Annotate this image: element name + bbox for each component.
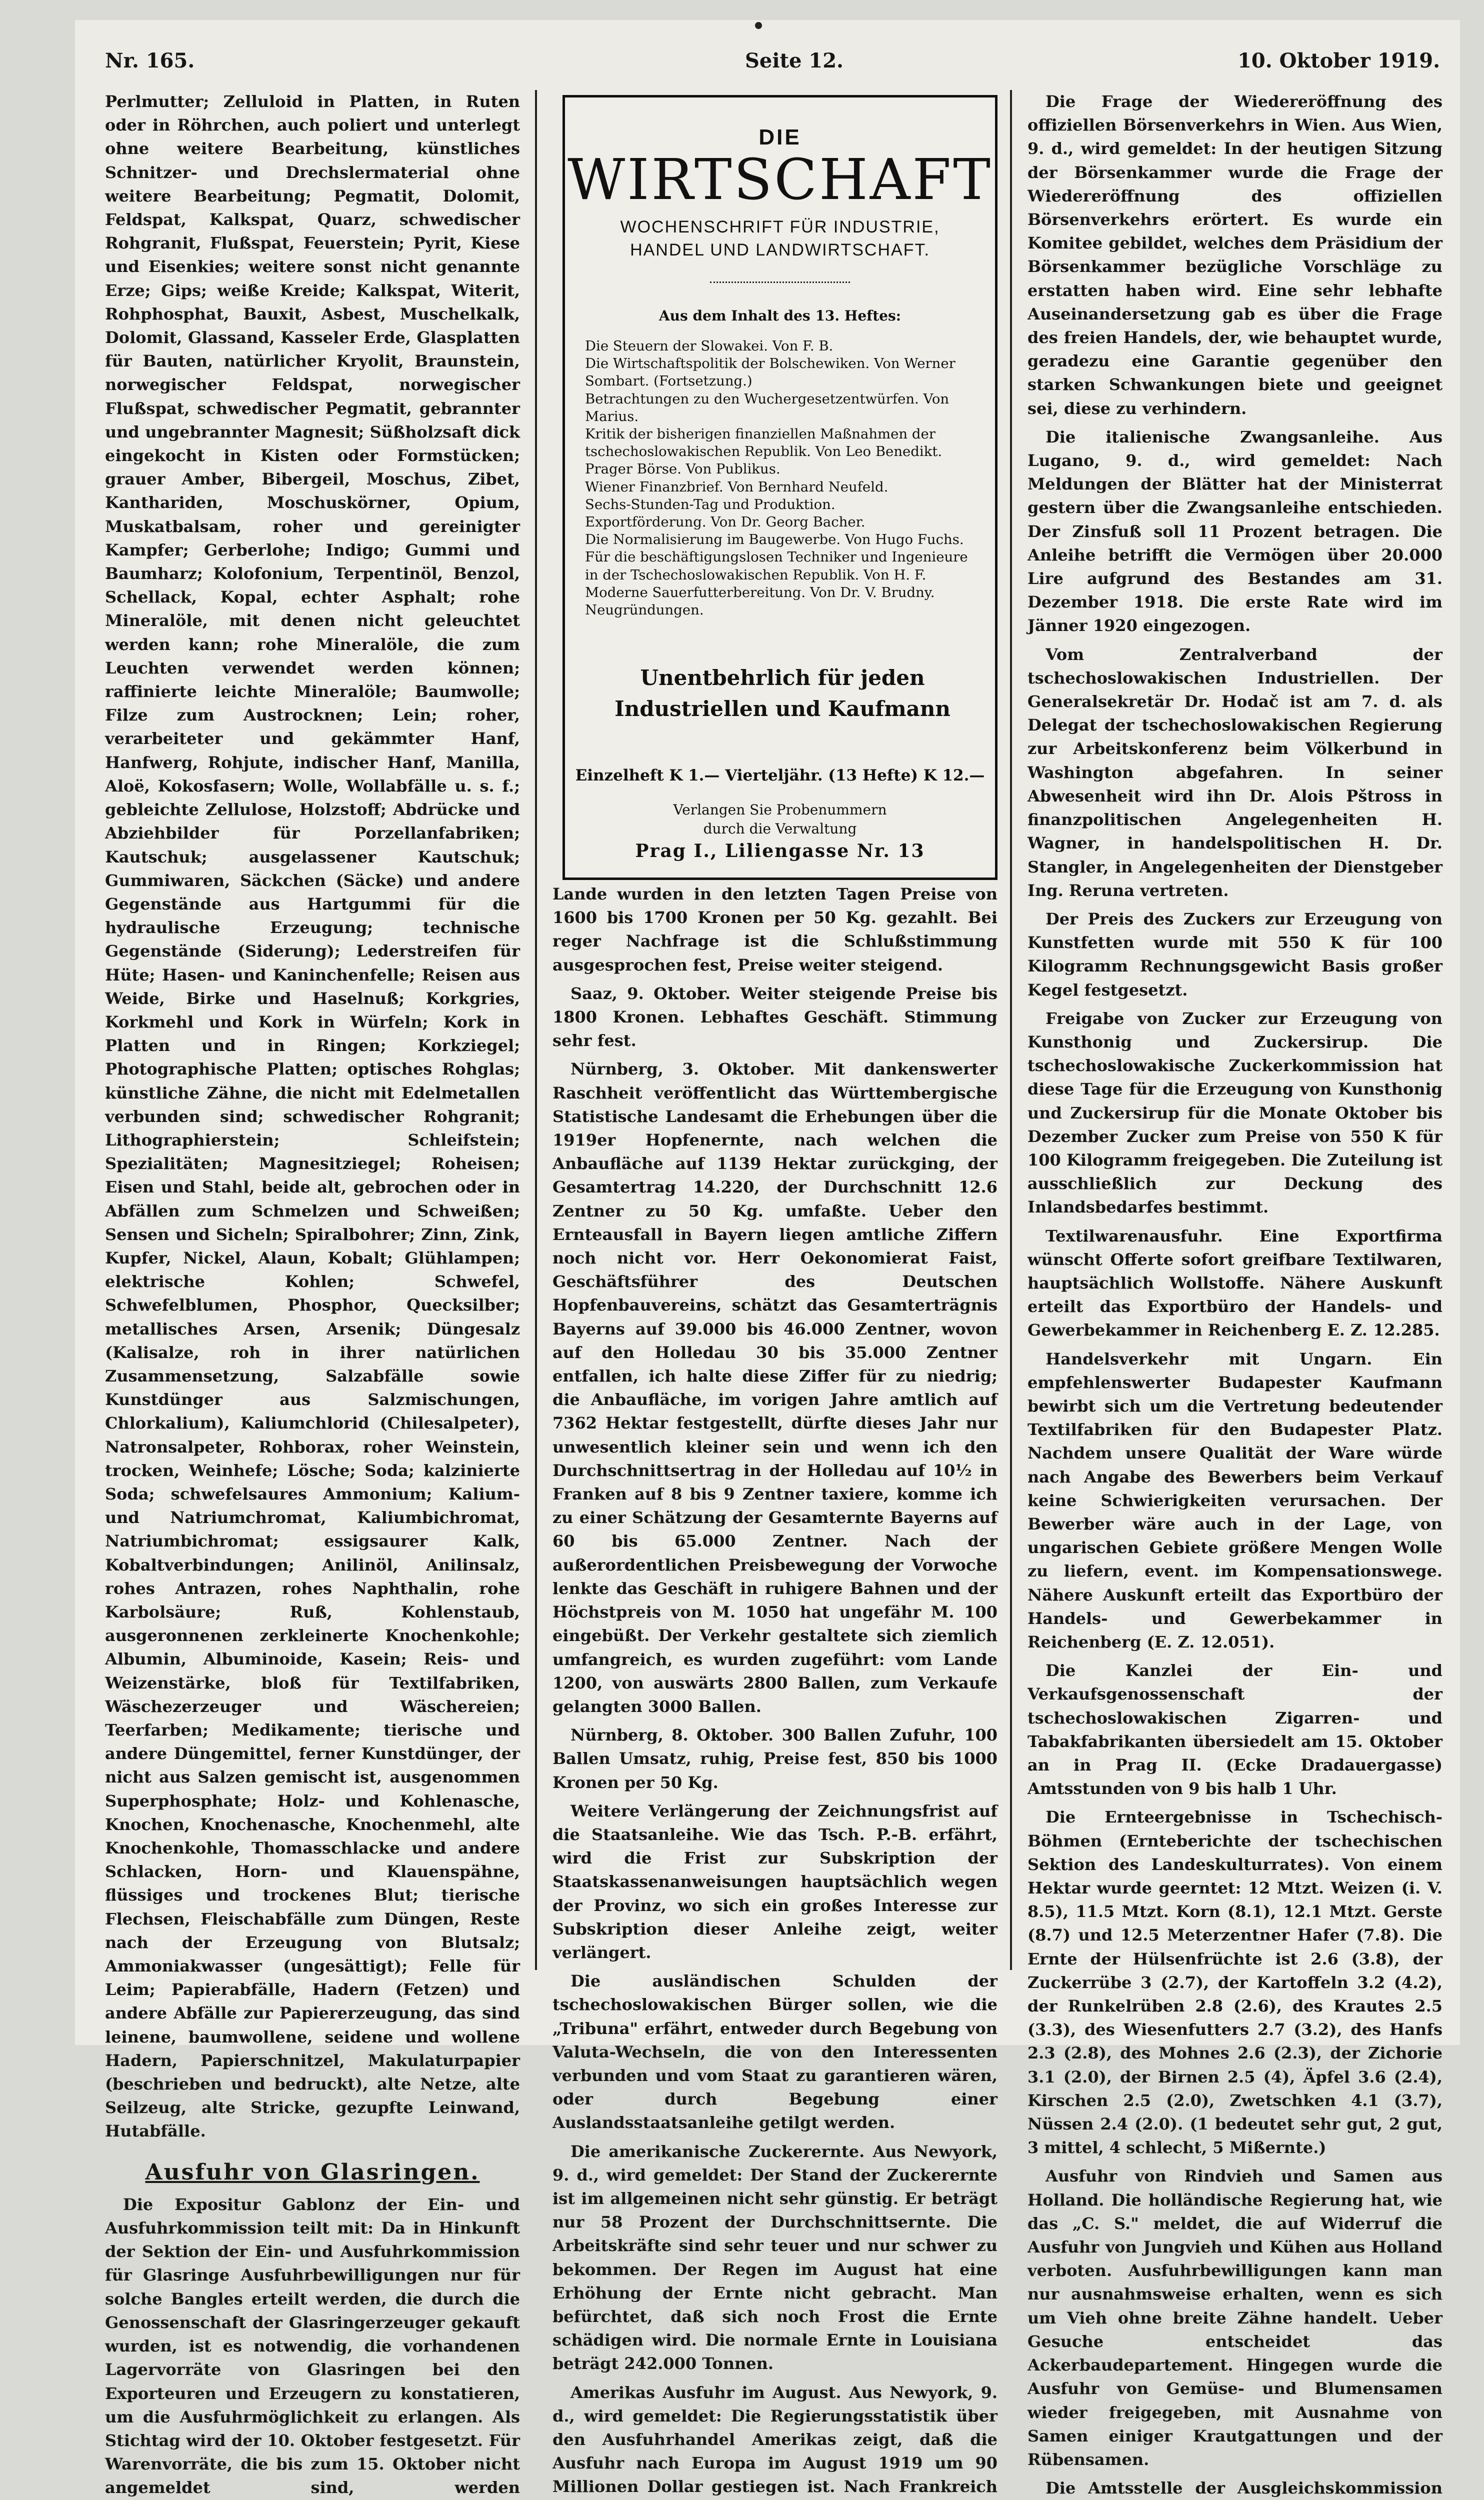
ad-content-item: Kritik der bisherigen finanziellen Maßnahmen der tschechoslowakischen Republik. Von Leo Benedikt. xyxy=(585,426,942,460)
column-rule-left xyxy=(535,90,537,1970)
column-3 xyxy=(1028,90,1442,2498)
article-paragraph: Ausfuhr von Rindvieh und Samen aus Holland. Die holländische Regierung hat, wie das „C. S." meldet, die auf Widerruf die Ausfuhr von Jungvieh und Kühen aus Holland verboten. Ausfuhrbewilligungen kann man nur ausnahmsweise erhalten, wenn es sich um Vieh ohne breite Zähne handelt. Ueber Gesuche entscheidet das Ackerbaudepartement. Hingegen wurde die Ausfuhr von Gemüse- und Blumensamen wieder freigegeben, mit Ausnahme von Samen einiger Krautgattungen und der Rübensamen. xyxy=(1028,2166,1442,2469)
ad-subtitle-1: WOCHENSCHRIFT FÜR INDUSTRIE, xyxy=(620,218,940,236)
article-paragraph: Saaz, 9. Oktober. Weiter steigende Preise bis 1800 Kronen. Lebhaftes Geschäft. Stimmung sehr fest. xyxy=(552,984,998,1050)
article-paragraph: Lande wurden in den letzten Tagen Preise von 1600 bis 1700 Kronen per 50 Kg. gezahlt. Bei reger Nachfrage ist die Schlußstimmung ausgesprochen fest, Preise weiter steigend. xyxy=(552,884,998,974)
ad-content-item: Prager Börse. Von Publikus. xyxy=(585,461,780,478)
ad-address: Prag I., Liliengasse Nr. 13 xyxy=(635,840,925,862)
page-number: Seite 12. xyxy=(745,49,844,72)
article-paragraph: Die Kanzlei der Ein- und Verkaufsgenossenschaft der tschechoslowakischen Zigarren- und Tabakfabrikanten übersiedelt am 15. Oktober an in Prag II. (Ecke Dradauergasse) Amtsstunden von 9 bis halb 1 Uhr. xyxy=(1028,1661,1442,1798)
ad-subtitle-2: HANDEL UND LANDWIRTSCHAFT. xyxy=(630,240,930,260)
page-header xyxy=(105,49,1440,84)
ad-content-item: Exportförderung. Von Dr. Georg Bacher. xyxy=(585,514,866,530)
column-2 xyxy=(552,882,998,2496)
ad-contents-intro: Aus dem Inhalt des 13. Heftes: xyxy=(658,308,902,324)
article-paragraph: Nürnberg, 8. Oktober. 300 Ballen Zufuhr, 100 Ballen Umsatz, ruhig, Preise fest, 850 bis 1000 Kronen per 50 Kg. xyxy=(552,1726,998,1792)
column-1 xyxy=(105,90,520,2498)
newspaper-page xyxy=(75,20,1460,2498)
ad-content-item: Für die beschäftigungslosen Techniker und Ingenieure in der Tschechoslowakischen Republik. Von H. F. xyxy=(585,549,968,583)
ad-content-item: Moderne Sauerfutterbereitung. Von Dr. V. Brudny. xyxy=(585,584,935,600)
ad-price: Einzelheft K 1.— Vierteljähr. (13 Hefte) K 12.— xyxy=(575,766,985,784)
article-paragraph: Die Ernteergebnisse in Tschechisch-Böhmen (Ernteberichte der tschechischen Sektion des Landeskulturrates). Von einem Hektar wurde geerntet: 12 Mtzt. Weizen (i. V. 8.5), 11.5 Mtzt. Korn (8.1), 12.1 Mtzt. Gerste (8.7) und 12.5 Meterzentner Hafer (7.8). Die Ernte der Hülsenfrüchte ist 2.6 (3.8), der Zuckerrübe 3 (2.7), der Kartoffeln 3.2 (4.2), der Runkelrüben 2.8 (2.6), des Krautes 2.5 (3.3), des Wiesenfutters 2.7 (3.2), des Hanfs 2.3 (2.8), des Mohnes 2.6 (2.3), der Zichorie 3.1 (2.0), der Birnen 2.5 (4), Äpfel 3.6 (2.4), Kirschen 2.5 (2.0), Zwetschken 4.1 (3.7), Nüssen 2.4 (2.0). (1 bedeutet sehr gut, 2 gut, 3 mittel, 4 schlecht, 5 Mißernte.) xyxy=(1028,1808,1442,2158)
ad-content-item: Die Wirtschaftspolitik der Bolschewiken. Von Werner Sombart. (Fortsetzung.) xyxy=(585,356,956,390)
article-paragraph: Die Frage der Wiedereröffnung des offiziellen Börsenverkehrs in Wien. Aus Wien, 9. d., wird gemeldet: In der heutigen Sitzung der Börsenkammer wurde die Frage der Wiedereröffnung des offiziellen Börsenverkehrs erörtert. Es wurde ein Komitee gebildet, welches dem Präsidium der Börsenkammer bezügliche Vorschläge zu erstatten haben wird. Eine sehr lebhafte Auseinandersetzung gab es über die Frage des freien Handels, der, wie behauptet wurde, geradezu eine Garantie gegenüber den starken Schwankungen biete und geeignet sei, diese zu verhindern. xyxy=(1028,92,1442,418)
ad-content-item: Neugründungen. xyxy=(585,602,704,618)
article-paragraph: Die ausländischen Schulden der tschechoslowakischen Bürger sollen, wie die „Tribuna" erfährt, entweder durch Begebung von Valuta-Wechseln, die von den Interessenten verbunden und vom Staat zu garantieren wären, oder durch Begebung einer Auslandsstaatsanleihe getilgt werden. xyxy=(552,1972,998,2132)
article-paragraph: Die italienische Zwangsanleihe. Aus Lugano, 9. d., wird gemeldet: Nach Meldungen der Blätter hat der Ministerrat gestern über die Zwangsanleihe entschieden. Der Zinsfuß soll 11 Prozent betragen. Die Anleihe betrifft die Vermögen über 20.000 Lire aufgrund des Bestandes am 31. Dezember 1918. Die erste Rate wird im Jänner 1920 eingezogen. xyxy=(1028,427,1442,636)
ad-content-item: Sechs-Stunden-Tag und Produktion. xyxy=(585,496,836,512)
article-paragraph: Handelsverkehr mit Ungarn. Ein empfehlenswerter Budapester Kaufmann bewirbt sich um die Vertretung bedeutender Textilfabriken für den Budapester Platz. Nachdem unsere Qualität der Ware würde nach Angabe des Bewerbers beim Verkauf keine Schwierigkeiten verursachen. Der Bewerber wäre auch in der Lage, von ungarischen Gebiete größere Mengen Wolle zu liefern, event. im Kompensationswege. Nähere Auskunft erteilt das Exportbüro der Handels- und Gewerbekammer in Reichenberg (E. Z. 12.051). xyxy=(1028,1349,1442,1652)
export-list-paragraph: Perlmutter; Zelluloid in Platten, in Ruten oder in Röhrchen, auch poliert und unterlegt ohne weitere Bearbeitung, künstliches Schnitzer- und Drechslermaterial ohne weitere Bearbeitung; Pegmatit, Dolomit, Feldspat, Kalkspat, Quarz, schwedischer Rohgranit, Flußspat, Feuerstein; Pyrit, Kiese und Eisenkies; weitere sonst nicht genannte Erze; Gips; weiße Kreide; Kalkspat, Witerit, Rohphosphat, Bauxit, Asbest, Muschelkalk, Dolomit, Glassand, Kasseler Erde, Glasplatten für Bauten, natürlicher Kryolit, Braunstein, norwegischer Feldspat, norwegischer Flußspat, schwedischer Pegmatit, gebrannter und ungebrannter Magnesit; Süßholzsaft dick eingekocht in Kisten oder Formstücken; grauer Amber, Bibergeil, Moschus, Zibet, Kanthariden, Moschuskörner, Opium, Muskatbalsam, roher und gereinigter Kampfer; Gerberlohe; Indigo; Gummi und Baumharz; Kolofonium, Terpentinöl, Benzol, Schellack, Kopal, echter Asphalt; rohe Mineralöle, mit denen nicht geleuchtet werden kann; rohe Mineralöle, die zum Leuchten verwendet werden können; raffinierte leichte Mineralöle; Baumwolle; Filze zum Austrocknen; Lein; roher, verarbeiteter und gekämmter Hanf, Hanfwerg, Rohjute, indischer Hanf, Manilla, Aloë, Kokosfasern; Wolle, Wollabfälle u. s. f.; gebleichte Zellulose, Holzstoff; Abdrücke und Abziehbilder für Porzellanfabriken; Kautschuk; ausgelassener Kautschuk; Gummiwaren, Säckchen (Säcke) und andere Gegenstände aus Hartgummi für die hydraulische Erzeugung; technische Gegenstände (Siderung); Lederstreifen für Hüte; Hasen- und Kaninchenfelle; Reisen aus Weide, Birke und Haselnuß; Korkgries, Korkmehl und Kork in Würfeln; Kork in Platten und in Ringen; Korkziegel; Photographische Platten; optisches Rohglas; künstliche Zähne, die nicht mit Edelmetallen verbunden sind; schwedischer Rohgranit; Lithographierstein; Schleifstein; Spezialitäten; Magnesitziegel; Roheisen; Eisen und Stahl, beide alt, gebrochen oder in Abfällen zum Schmelzen und Schweißen; Sensen und Sicheln; Spiralbohrer; Zinn, Zink, Kupfer, Nickel, Alaun, Kobalt; Glühlampen; elektrische Kohlen; Schwefel, Schwefelblumen, Phosphor, Quecksilber; metallisches Arsen, Arsenik; Düngesalz (Kalisalze, roh in ihrer natürlichen Zusammensetzung, Salzabfälle sowie Kunstdünger aus Salzmischungen, Chlorkalium), Kaliumchlorid (Chilesalpeter), Natronsalpeter, Rohborax, roher Weinstein, trocken, Weinhefe; Lösche; Soda; kalzinierte Soda; schwefelsaures Ammonium; Kalium- und Natriumchromat, Kaliumbichromat, Natriumbichromat; essigsaurer Kalk, Kobaltverbindungen; Anilinöl, Anilinsalz, rohes Antrazen, rohes Naphthalin, rohe Karbolsäure; Ruß, Kohlenstaub, ausgeronnenen zerkleinerte Knochenkohle; Albumin, Albuminoide, Kasein; Reis- und Weizenstärke, bloß für Textilfabriken, Wäschezerzeuger und Wäschereien; Teerfarben; Medikamente; tierische und andere Düngemittel, ferner Kunstdünger, der nicht aus Salzen gemischt ist, ausgenommen Superphosphate; Holz- und Kohlenasche, Knochen, Knochenasche, Knochenmehl, alte Knochenkohle, Thomasschlacke und andere Schlacken, Horn- und Klauenspähne, flüssiges und trockenes Blut; tierische Flechsen, Fleischabfälle zum Düngen, Reste nach der Erzeugung von Blutsalz; Ammoniakwasser (ungesättigt); Felle für Leim; Papierabfälle, Hadern (Fetzen) und andere Abfälle zur Papiererzeugung, das sind leinene, baumwollene, seidene und wollene Hadern, Papierschnitzel, Makulaturpapier (beschrieben und bedruckt), alte Netze, alte Seilzeug, alte Stricke, gezupfte Leinwand, Hutabfälle. xyxy=(105,92,520,2141)
article-paragraph: Amerikas Ausfuhr im August. Aus Newyork, 9. d., wird gemeldet: Die Regierungsstatistik über den Ausfuhrhandel Amerikas zeigt, daß die Ausfuhr nach Europa im August 1919 um 90 Millionen Dollar gestiegen ist. Nach Frankreich xyxy=(552,2382,998,2496)
article-paragraph: Nürnberg, 3. Oktober. Mit dankenswerter Raschheit veröffentlicht das Württembergische Statistische Landesamt die Erhebungen über die 1919er Hopfenernte, nach welchen die Anbaufläche auf 1139 Hektar zurückging, der Gesamtertrag 14.220, der Durchschnitt 12.6 Zentner zu 50 Kg. umfaßte. Ueber den Ernteausfall in Bayern liegen amtliche Ziffern noch nicht vor. Herr Oekonomierat Faist, Geschäftsführer des Deutschen Hopfenbauvereins, schätzt das Gesamterträgnis Bayerns auf 39.000 bis 46.000 Zentner, wovon auf den Holledau 30 bis 35.000 Zentner entfallen, ich halte diese Ziffer für zu niedrig; die Anbaufläche, im vorigen Jahre amtlich auf 7362 Hektar festgestellt, dürfte dieses Jahr nur unwesentlich kleiner sein und wenn ich den Durchschnittsertrag in der Holledau auf 10½ in Franken auf 8 bis 9 Zentner taxiere, komme ich zu einer Schätzung der Gesamternte Bayerns auf 60 bis 65.000 Zentner. Nach der außerordentlichen Preisbewegung der Vorwoche lenkte das Geschäft in ruhigere Bahnen und der Höchstpreis von M. 1050 hat ungefähr M. 100 eingebüßt. Der Verkehr gestaltete sich ziemlich umfangreich, es wurden zugeführt: vom Lande 1200, von auswärts 2800 Ballen, zum Verkaufe gelangten 3000 Ballen. xyxy=(552,1060,998,1716)
ad-request: Verlangen Sie Probenummern xyxy=(673,802,887,818)
column-rule-right xyxy=(1010,90,1012,1970)
ad-contents-list xyxy=(585,338,980,619)
article-paragraph: Textilwarenausfuhr. Eine Exportfirma wünscht Offerte sofort greifbare Textilwaren, hauptsächlich Wollstoffe. Nähere Auskunft erteilt das Exportbüro der Handels- und Gewerbekammer in Reichenberg E. Z. 12.285. xyxy=(1028,1226,1442,1340)
article-paragraph: Die amerikanische Zuckerernte. Aus Newyork, 9. d., wird gemeldet: Der Stand der Zuckerernte ist im allgemeinen nicht sehr günstig. Er beträgt nur 58 Prozent der Durchschnittsernte. Die Arbeitskräfte sind sehr teuer und nur schwer zu bekommen. Der Regen im August hat eine Erhöhung der Ernte nicht gebracht. Man befürchtet, daß sich noch Frost die Ernte schädigen wird. Die normale Ernte in Louisiana beträgt 242.000 Tonnen. xyxy=(552,2142,998,2374)
ad-content-item: Wiener Finanzbrief. Von Bernhard Neufeld. xyxy=(585,478,888,495)
article-paragraph: Freigabe von Zucker zur Erzeugung von Kunsthonig und Zuckersirup. Die tschechoslowakische Zuckerkommission hat diese Tage für die Erzeugung von Kunsthonig und Zuckersirup für die Monate Oktober bis Dezember Zucker zum Preise von 550 K für 100 Kilogramm freigegeben. Die Zuteilung ist ausschließlich zur Deckung des Inlandsbedarfes bestimmt. xyxy=(1028,1008,1442,1217)
issue-number: Nr. 165. xyxy=(105,49,195,72)
ad-title: WIRTSCHAFT xyxy=(568,148,992,212)
article-paragraph: Die Amtsstelle der Ausgleichskommission xyxy=(1046,2478,1442,2498)
punch-mark xyxy=(755,22,762,29)
ad-ornament xyxy=(710,282,850,287)
ad-slogan: Unentbehrlich für jeden Industriellen und Kaufmann xyxy=(614,666,950,721)
section-title-glasringe: Ausfuhr von Glasringen. xyxy=(145,2159,480,2185)
ad-content-item: Betrachtungen zu den Wuchergesetzentwürfen. Von Marius. xyxy=(585,390,950,424)
article-paragraph: Der Preis des Zuckers zur Erzeugung von Kunstfetten wurde mit 550 K für 100 Kilogramm Rechnungsgewicht Basis großer Kegel festgesetzt. xyxy=(1028,909,1442,1000)
ad-via: durch die Verwaltung xyxy=(703,820,857,837)
ad-content-item: Die Normalisierung im Baugewerbe. Von Hugo Fuchs. xyxy=(585,532,964,548)
issue-date: 10. Oktober 1919. xyxy=(1238,49,1440,72)
article-paragraph: Weitere Verlängerung der Zeichnungsfrist auf die Staatsanleihe. Wie das Tsch. P.-B. erfährt, wird die Frist zur Subskription der Staatskassenanweisungen hauptsächlich wegen der Provinz, wo sich ein großes Interesse zur Subskription dieser Anleihe zeigt, weiter verlängert. xyxy=(552,1801,998,1962)
ad-content-item: Die Steuern der Slowakei. Von F. B. xyxy=(585,338,834,354)
ad-die: DIE xyxy=(758,125,802,150)
wirtschaft-advertisement xyxy=(562,95,998,880)
article-paragraph: Vom Zentralverband der tschechoslowakischen Industriellen. Der Generalsekretär Dr. Hodač ist am 7. d. als Delegat der tschechoslowakischen Regierung zur Arbeitskonferenz beim Völkerbund in Washington abgefahren. In seiner Abwesenheit wird ihn Dr. Alois Pštross in finanzpolitischen Angelegenheiten H. Wagner, in handelspolitischen H. Dr. Stangler, in Angelegenheiten der Dienstgeber Ing. Reruna vertreten. xyxy=(1028,644,1442,900)
section-text-glasringe: Die Expositur Gablonz der Ein- und Ausfuhrkommission teilt mit: Da in Hinkunft der Sektion der Ein- und Ausfuhrkommission für Glasringe Ausfuhrbewilligungen nur für solche Bangles erteilt werden, die durch die Genossenschaft der Glasringerzeuger gekauft wurden, ist es notwendig, die vorhandenen Lagervorräte von Glasringen bei den Exporteuren und Erzeugern zu konstatieren, um die Ausfuhrmöglichkeit zu erlangen. Als Stichtag wird der 10. Oktober festgesetzt. Für Warenvorräte, die bis zum 15. Oktober nicht angemeldet sind, werden xyxy=(105,2194,520,2498)
